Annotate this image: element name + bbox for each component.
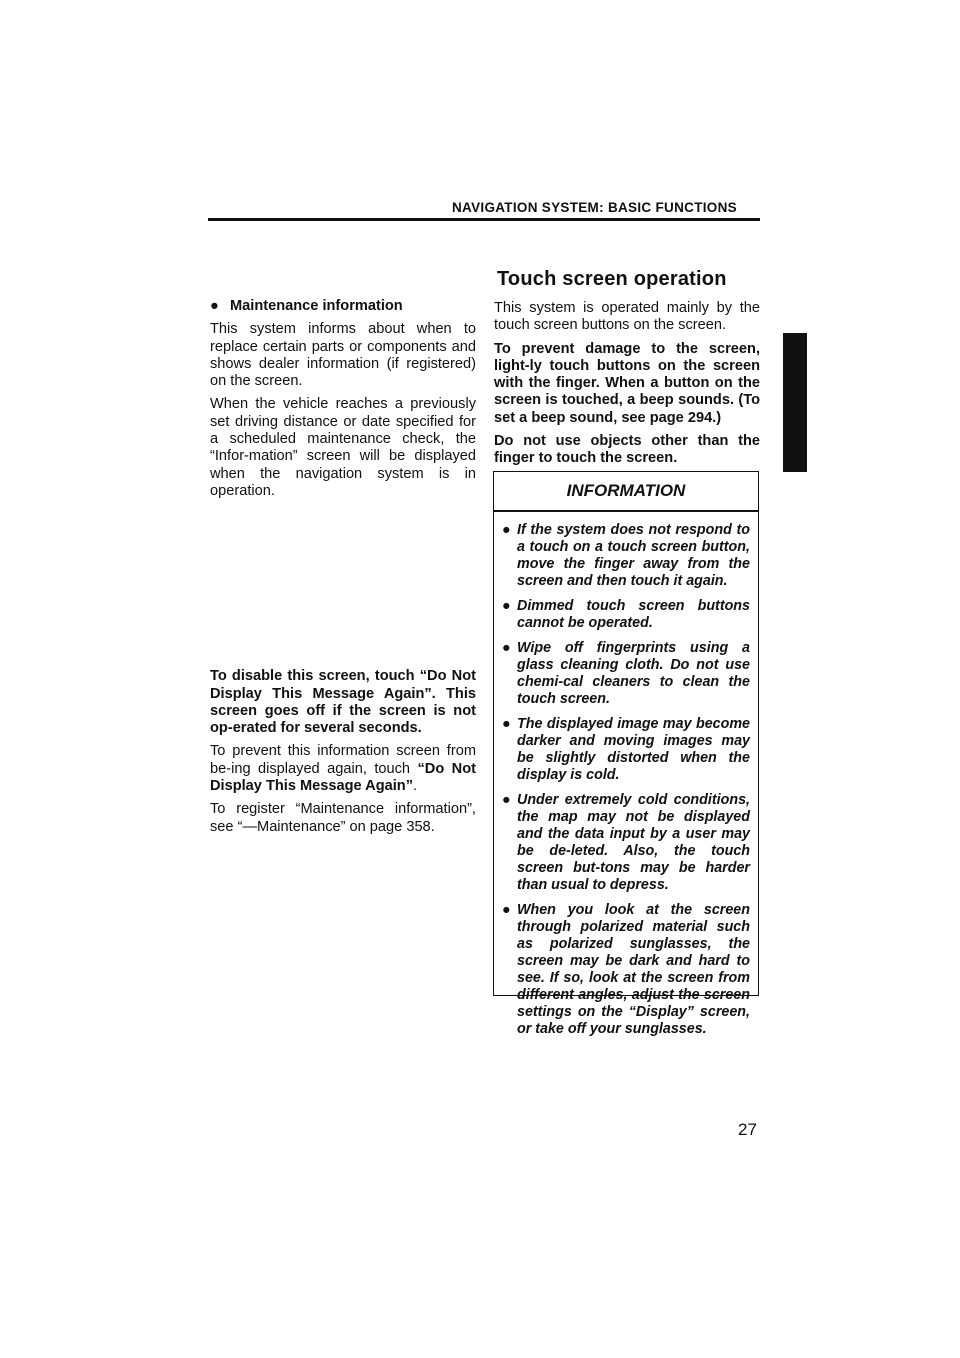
- list-item-text: The displayed image may become darker and moving images may be slightly distorted when the display is cold.: [517, 715, 750, 783]
- header-rule: [208, 218, 760, 221]
- list-item-text: If the system does not respond to a touch on a touch screen button, move the finger away from the screen and then touch it again.: [517, 521, 750, 589]
- list-item-text: When you look at the screen through polarized material such as polarized sunglasses, the screen may be dark and hard to see. If so, look at the screen from different angles, adjust the screen settings on the “Display” screen, or take off your sunglasses.: [517, 901, 750, 1037]
- list-item: [502, 902, 750, 1038]
- paragraph: When the vehicle reaches a previously set driving distance or date specified for a scheduled maintenance check, the “Infor-mation” screen will be displayed when the navigation system is in operation.: [210, 396, 476, 499]
- paragraph: [210, 743, 476, 795]
- bullet-icon: ●: [502, 791, 511, 808]
- information-heading: INFORMATION: [566, 481, 686, 500]
- information-list: [494, 512, 758, 1038]
- list-item: [502, 640, 750, 708]
- caution-paragraph: Do not use objects other than the finger to touch the screen.: [494, 433, 760, 467]
- instruction-paragraph: To disable this screen, touch “Do Not Display This Message Again”. This screen goes off if the screen is not op-erated for several seconds.: [210, 668, 476, 737]
- screen-image-placeholder: [210, 506, 476, 668]
- bullet-icon: ●: [210, 298, 219, 314]
- left-column: [210, 298, 476, 842]
- caution-paragraph: To prevent damage to the screen, light-ly touch buttons on the screen with the finger. When a button on the screen is touched, a beep sounds. (To set a beep sound, see page 294.): [494, 340, 760, 426]
- list-item: [502, 522, 750, 590]
- right-column: [494, 300, 760, 474]
- list-item-text: Wipe off fingerprints using a glass cleaning cloth. Do not use chemi-cal cleaners to clean the touch screen.: [517, 639, 750, 707]
- bullet-icon: ●: [502, 901, 511, 918]
- paragraph: This system is operated mainly by the touch screen buttons on the screen.: [494, 300, 760, 334]
- text-run: To prevent this information screen from be-ing displayed again, touch: [210, 743, 476, 777]
- running-header: NAVIGATION SYSTEM: BASIC FUNCTIONS: [452, 200, 737, 215]
- button-reference: “Do Not Display This Message Again”: [210, 760, 476, 795]
- information-box: [493, 471, 759, 1037]
- page-number: 27: [738, 1120, 757, 1139]
- bullet-icon: ●: [502, 597, 511, 614]
- list-item-text: Dimmed touch screen buttons cannot be operated.: [517, 597, 750, 631]
- list-item-text: Under extremely cold conditions, the map may not be displayed and the data input by a user may be de-leted. Also, the touch screen but-tons may be harder than usual to depress.: [517, 791, 750, 893]
- bullet-icon: ●: [502, 639, 511, 656]
- bullet-icon: ●: [502, 521, 511, 538]
- maintenance-heading: [210, 298, 476, 315]
- list-item: [502, 716, 750, 784]
- list-item: [502, 792, 750, 894]
- list-item: [502, 598, 750, 632]
- section-title: Touch screen operation: [497, 268, 727, 290]
- maintenance-heading-text: Maintenance information: [230, 298, 403, 314]
- paragraph: To register “Maintenance information”, see “—Maintenance” on page 358.: [210, 801, 476, 835]
- text-run: .: [413, 778, 418, 795]
- chapter-tab-marker: [783, 333, 807, 472]
- bullet-icon: ●: [502, 715, 511, 732]
- paragraph: This system informs about when to replace certain parts or components and shows dealer information (if registered) on the screen.: [210, 321, 476, 390]
